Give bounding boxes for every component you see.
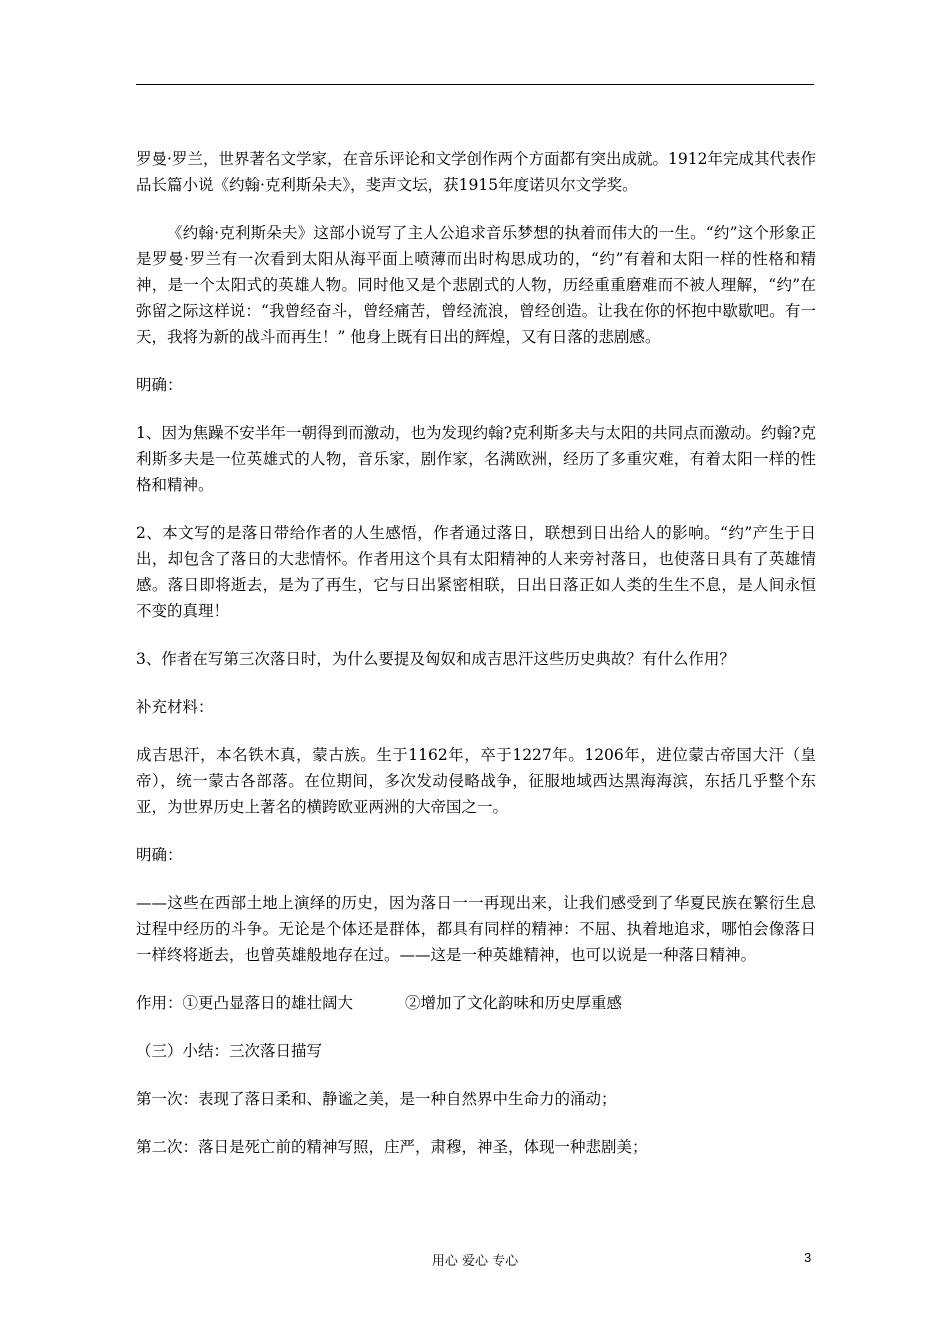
footer-motto: 用心 爱心 专心 bbox=[431, 1254, 519, 1269]
page-number: 3 bbox=[804, 1250, 812, 1265]
paragraph-mingque-2: 明确： bbox=[136, 846, 183, 864]
paragraph-genghis-khan: 成吉思汗，本名铁木真，蒙古族。生于1162年，卒于1227年。1206年，进位蒙古帝国大汗（皇帝），统一蒙古各部落。在位期间，多次发动侵略战争，征服地域西达黑海海滨，东括几乎整个东亚，为世界历史上著名的横跨欧亚两洲的大帝国之一。 bbox=[136, 746, 816, 816]
function-label: 作用： bbox=[136, 994, 183, 1012]
answer-item-2: 2、本文写的是落日带给作者的人生感悟，作者通过落日，联想到日出给人的影响。“约”产生于日出，却包含了落日的大悲情怀。作者用这个具有太阳精神的人来旁衬落日，也使落日具有了英雄情感。落日即将逝去，是为了再生，它与日出紧密相联，日出日落正如人类的生生不息，是人间永恒不变的真理！ bbox=[136, 524, 816, 620]
paragraph-jean-christophe: 《约翰·克利斯朵夫》这部小说写了主人公追求音乐梦想的执着而伟大的一生。“约”这个形象正是罗曼·罗兰有一次看到太阳从海平面上喷薄而出时构思成功的，“约”有着和太阳一样的性格和精神，是一个太阳式的英雄人物。同时他又是个悲剧式的人物，历经重重磨难而不被人理解，“约”在弥留之际这样说：“我曾经奋斗，曾经痛苦，曾经流浪，曾经创造。让我在你的怀抱中歇歇吧。有一天，我将为新的战斗而再生！” 他身上既有日出的辉煌，又有日落的悲剧感。 bbox=[136, 224, 816, 346]
paragraph-mingque-1: 明确： bbox=[136, 376, 183, 394]
paragraph-heroic-spirit: ——这些在西部土地上演绎的历史，因为落日一一再现出来，让我们感受到了华夏民族在繁衍生息过程中经历的斗争。无论是个体还是群体，都具有同样的精神：不屈、执着地追求，哪怕会像落日一样终将逝去，也曾英雄般地存在过。——这是一种英雄精神，也可以说是一种落日精神。 bbox=[136, 894, 816, 964]
document-body bbox=[136, 146, 816, 1182]
summary-first: 第一次：表现了落日柔和、静谧之美，是一种自然界中生命力的涌动； bbox=[136, 1090, 617, 1108]
function-line bbox=[136, 990, 816, 1016]
paragraph-romain-rolland: 罗曼·罗兰，世界著名文学家，在音乐评论和文学创作两个方面都有突出成就。1912年完成其代表作品长篇小说《约翰·克利斯朵夫》，斐声文坛，获1915年度诺贝尔文学奖。 bbox=[136, 150, 816, 194]
question-item-3: 3、作者在写第三次落日时，为什么要提及匈奴和成吉思汗这些历史典故？有什么作用？ bbox=[136, 650, 735, 668]
answer-item-1: 1、因为焦躁不安半年一朝得到而激动，也为发现约翰?克利斯多夫与太阳的共同点而激动。约翰?克利斯多夫是一位英雄式的人物，音乐家，剧作家，名满欧洲，经历了多重灾难，有着太阳一样的性格和精神。 bbox=[136, 424, 816, 494]
function-point-2: ②增加了文化韵味和历史厚重感 bbox=[405, 994, 623, 1012]
summary-heading: （三）小结：三次落日描写 bbox=[136, 1042, 323, 1060]
supplementary-heading: 补充材料： bbox=[136, 698, 214, 716]
header-rule bbox=[136, 84, 814, 85]
function-point-1: ①更凸显落日的雄壮阔大 bbox=[182, 994, 354, 1012]
summary-second: 第二次：落日是死亡前的精神写照，庄严，肃穆，神圣，体现一种悲剧美； bbox=[136, 1138, 648, 1156]
